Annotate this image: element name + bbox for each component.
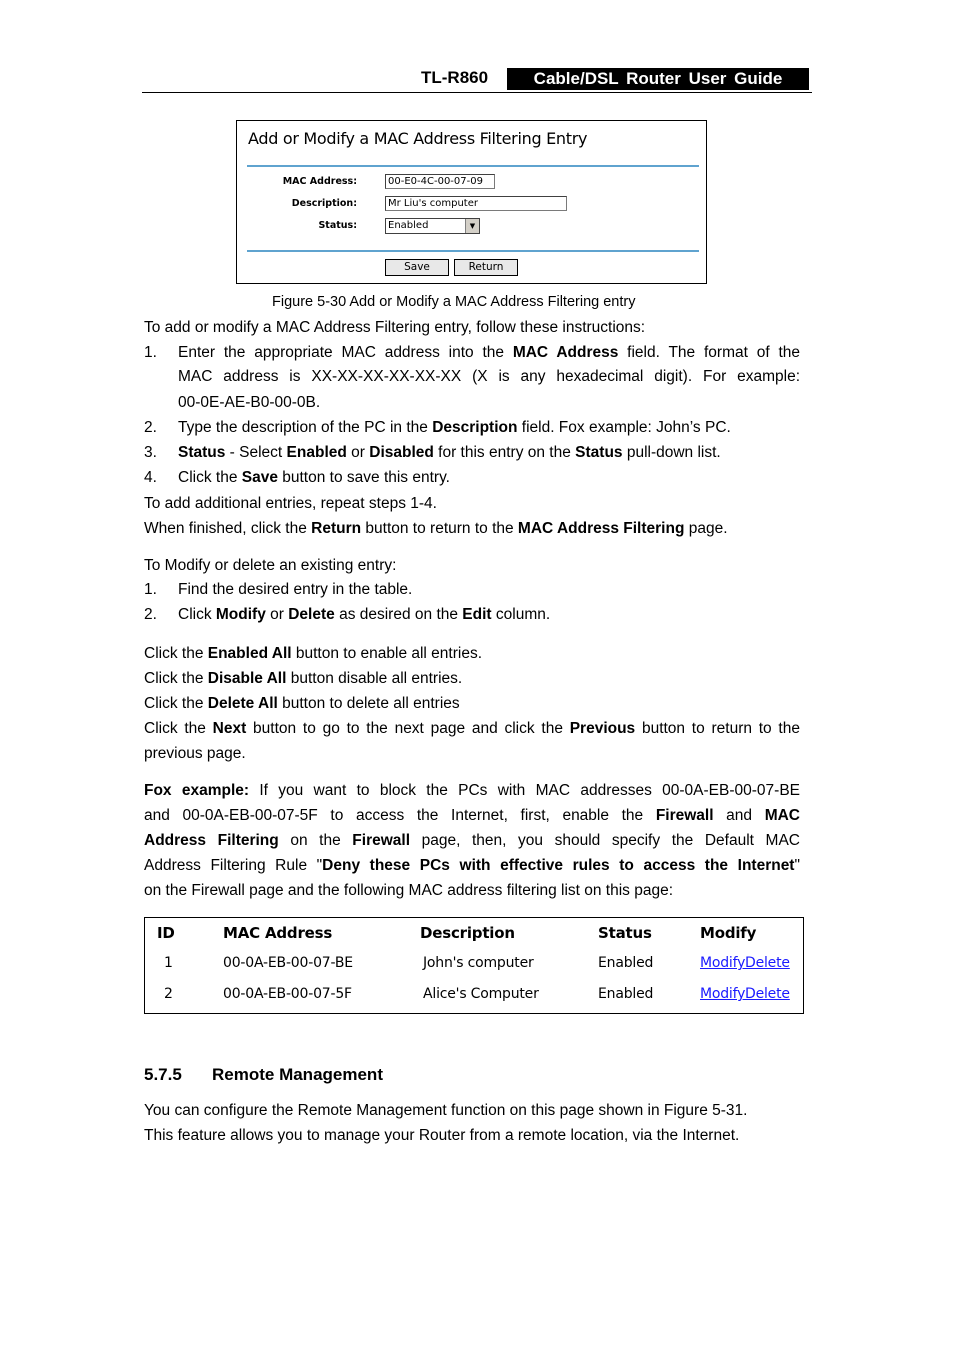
section-paragraph-2: This feature allows you to manage your Router from a remote location, via the Internet. xyxy=(144,1127,740,1144)
row-id: 2 xyxy=(164,986,173,1002)
step-1-line-2: MAC address is XX-XX-XX-XX-XX-XX (X is any hexadecimal digit). For example: xyxy=(178,368,800,385)
row-description: John's computer xyxy=(423,955,534,971)
step-2: Type the description of the PC in the Description field. Fox example: John’s PC. xyxy=(178,419,731,436)
status-select-value: Enabled xyxy=(388,220,429,231)
finished-text: When finished, click the Return button to return to the MAC Address Filtering page. xyxy=(144,520,728,537)
step-3: Status - Select Enabled or Disabled for this entry on the Status pull-down list. xyxy=(178,444,721,461)
save-button[interactable]: Save xyxy=(385,259,449,276)
table-header-id: ID xyxy=(157,924,175,942)
table-header-mac: MAC Address xyxy=(223,924,333,942)
click-next-previous: Click the Next button to go to the next page and click the Previous button to return to the xyxy=(144,720,800,737)
section-paragraph-1: You can configure the Remote Management function on this page shown in Figure 5-31. xyxy=(144,1102,748,1119)
step-1-line-1: Enter the appropriate MAC address into the MAC Address field. The format of the xyxy=(178,344,800,361)
step-number: 2. xyxy=(144,419,157,436)
click-enabled-all: Click the Enabled All button to enable all entries. xyxy=(144,645,483,662)
table-header-status: Status xyxy=(598,924,652,942)
example-line-3: Address Filtering on the Firewall page, then, you should specify the Default MAC xyxy=(144,832,800,849)
figure-caption: Figure 5-30 Add or Modify a MAC Address Filtering entry xyxy=(272,294,636,310)
row-status: Enabled xyxy=(598,955,654,971)
delete-link[interactable]: Delete xyxy=(745,986,790,1002)
step-1-line-3: 00-0E-AE-B0-00-0B. xyxy=(178,394,321,411)
step-4: Click the Save button to save this entry. xyxy=(178,469,450,486)
modify-step-2: Click Modify or Delete as desired on the Edit column. xyxy=(178,606,551,623)
intro-text: To add or modify a MAC Address Filtering entry, follow these instructions: xyxy=(144,319,646,336)
header-title: Cable/DSL Router User Guide xyxy=(507,68,809,90)
delete-link[interactable]: Delete xyxy=(745,955,790,971)
click-delete-all: Click the Delete All button to delete all entries xyxy=(144,695,460,712)
form-title: Add or Modify a MAC Address Filtering Entry xyxy=(248,129,588,148)
status-label: Status: xyxy=(318,220,357,231)
step-number: 1. xyxy=(144,344,157,361)
repeat-text: To add additional entries, repeat steps 1-4. xyxy=(144,495,437,512)
section-number: 5.7.5 xyxy=(144,1065,182,1084)
mac-address-field[interactable]: 00-E0-4C-00-07-09 xyxy=(385,174,495,189)
click-next-previous-line-2: previous page. xyxy=(144,745,246,762)
mac-filter-entry-form xyxy=(236,120,707,284)
mac-address-label: MAC Address: xyxy=(282,176,357,187)
modify-link[interactable]: Modify xyxy=(700,955,746,971)
table-header-description: Description xyxy=(420,924,515,942)
header-rule xyxy=(142,92,812,93)
description-field[interactable]: Mr Liu's computer xyxy=(385,196,567,211)
modify-step-1: Find the desired entry in the table. xyxy=(178,581,413,598)
table-header-modify: Modify xyxy=(700,924,757,942)
form-divider-top xyxy=(247,165,699,167)
mac-filter-table xyxy=(144,917,804,1014)
row-mac: 00-0A-EB-00-07-BE xyxy=(223,955,353,971)
step-number: 4. xyxy=(144,469,157,486)
step-number: 1. xyxy=(144,581,157,598)
description-label: Description: xyxy=(291,198,357,209)
step-number: 2. xyxy=(144,606,157,623)
modify-link[interactable]: Modify xyxy=(700,986,746,1002)
click-disable-all: Click the Disable All button disable all entries. xyxy=(144,670,463,687)
row-id: 1 xyxy=(164,955,173,971)
step-number: 3. xyxy=(144,444,157,461)
modify-intro: To Modify or delete an existing entry: xyxy=(144,557,397,574)
chevron-down-icon[interactable]: ▼ xyxy=(465,219,479,233)
form-divider-bottom xyxy=(247,250,699,252)
example-line-4: Address Filtering Rule "Deny these PCs with effective rules to access the Internet" xyxy=(144,857,800,874)
example-line-2: and 00-0A-EB-00-07-5F to access the Internet, first, enable the Firewall and MAC xyxy=(144,807,800,824)
example-line-1: Fox example: If you want to block the PCs with MAC addresses 00-0A-EB-00-07-BE xyxy=(144,782,800,799)
section-title: Remote Management xyxy=(212,1065,383,1084)
return-button[interactable]: Return xyxy=(454,259,518,276)
row-status: Enabled xyxy=(598,986,654,1002)
status-select[interactable] xyxy=(385,218,480,234)
row-description: Alice's Computer xyxy=(423,986,539,1002)
header-model: TL-R860 xyxy=(421,68,489,87)
example-line-5: on the Firewall page and the following MAC address filtering list on this page: xyxy=(144,882,674,899)
row-mac: 00-0A-EB-00-07-5F xyxy=(223,986,352,1002)
